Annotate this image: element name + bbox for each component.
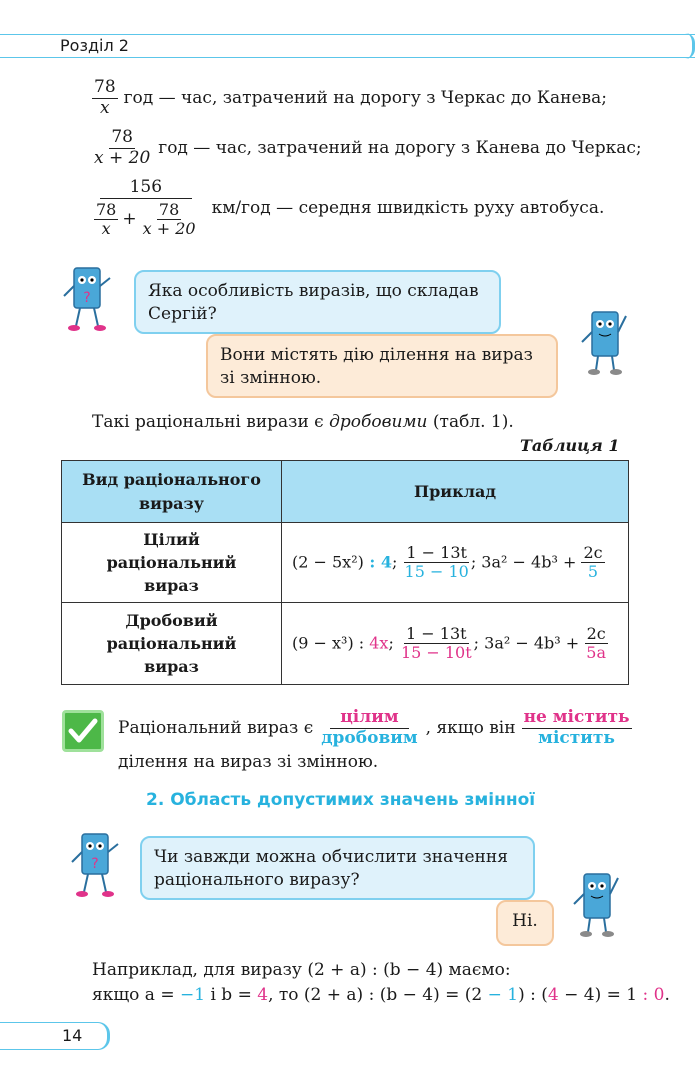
rule-end: ділення на вираз зі змінною.: [118, 752, 379, 772]
row-example: (2 − 5x²) : 4; $\frac{1 - 13t}{15 - 10}$ ; 3a² − 4b³ + $\frac{2c}{5}$: [282, 523, 629, 603]
rule-line: Раціональний вираз є $\frac{\text{цілим}}{\text{дробовим}}$ , якщо він $\frac{\text{не містить}}{\text{містить}}$: [118, 707, 630, 748]
row-example: (9 − x³) : 4x; $\frac{1 - 13t}{15 - 10t}$ ; 3a² − 4b³ + $\frac{2c}{5a}$: [282, 603, 629, 685]
rational-expressions-table: [61, 460, 629, 685]
fraction: $\frac{78}{x}$: [94, 77, 116, 118]
table-header-kind: Вид раціонального виразу: [62, 461, 282, 523]
row-kind: Цілий раціональний вираз: [62, 523, 282, 603]
intro-line-1: $\frac{78}{x}$ год — час, затрачений на дорогу з Черкас до Канева;: [94, 77, 607, 118]
chapter-title: Розділ 2: [60, 36, 129, 55]
table-row: [62, 603, 629, 685]
question-bubble: Чи завжди можна обчислити значення раціонального виразу?: [140, 836, 535, 900]
intro-line-3: 156 $\frac{78}{x}$ + $\frac{78}{x + 20}$ км/год — середня швидкість руху автобуса.: [92, 178, 604, 238]
answer-bubble: Вони містять дію ділення на вираз зі змінною.: [206, 334, 558, 398]
svg-text:?: ?: [83, 290, 91, 306]
robot-answer-icon: [580, 306, 630, 376]
row-kind: Дробовий раціональний вираз: [62, 603, 282, 685]
question-bubble: Яка особливість виразів, що складав Сергій?: [134, 270, 501, 334]
example-line-1: Наприклад, для виразу (2 + a) : (b − 4) маємо:: [92, 960, 511, 980]
checkmark-icon: [62, 710, 104, 752]
fraction: $\frac{78}{x + 20}$: [94, 127, 151, 168]
robot-answer-icon: [572, 868, 622, 938]
section-title: 2. Область допустимих значень змінної: [146, 790, 536, 810]
svg-text:?: ?: [91, 856, 99, 872]
table-row: [62, 523, 629, 603]
example-line-2: якщо a = −1 і b = 4, то (2 + a) : (b − 4) = (2 − 1) : (4 − 4) = 1 : 0.: [92, 985, 670, 1005]
fraction-compound: 156 $\frac{78}{x}$ + $\frac{78}{x + 20}$: [96, 177, 196, 238]
robot-question-icon: [62, 262, 112, 332]
answer-bubble: Ні.: [496, 900, 554, 946]
table-caption: Таблиця 1: [520, 436, 620, 455]
robot-question-icon: [70, 828, 120, 898]
paragraph-fractional: Такі раціональні вирази є дробовими (табл. 1).: [92, 412, 514, 432]
intro-line-2: $\frac{78}{x + 20}$ год — час, затрачений на дорогу з Канева до Черкас;: [94, 127, 642, 168]
page-number: 14: [0, 1022, 110, 1050]
table-header-example: Приклад: [282, 461, 629, 523]
